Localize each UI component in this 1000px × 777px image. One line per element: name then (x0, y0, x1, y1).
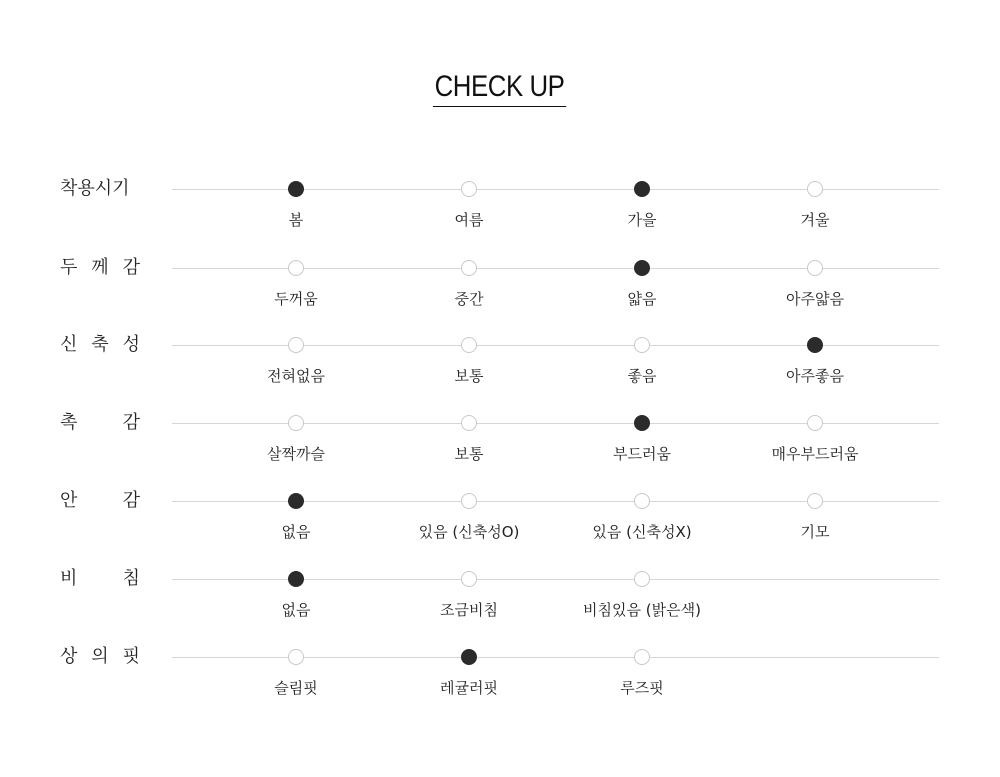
option-label: 부드러움 (613, 445, 671, 463)
option-dot (461, 181, 477, 197)
row-label-char: 감 (122, 490, 140, 511)
row-label (60, 411, 140, 435)
option-dot (807, 181, 823, 197)
option-dot (634, 337, 650, 353)
option-dot (461, 260, 477, 276)
row-label-text: 착용시기 (60, 178, 130, 199)
row-texture (0, 412, 1000, 483)
row-lining (0, 490, 1000, 561)
row-label (60, 489, 140, 513)
option-dot-selected (288, 493, 304, 509)
row-label-char: 의 (91, 646, 109, 667)
option-dot-selected (461, 649, 477, 665)
option-label: 두꺼움 (274, 290, 318, 308)
option-label: 레귤러핏 (440, 679, 498, 697)
option-label: 가을 (627, 211, 657, 229)
option-label: 매우부드러움 (771, 445, 859, 463)
option-dot (634, 571, 650, 587)
row-top-fit (0, 646, 1000, 717)
option-dot (461, 571, 477, 587)
row-label-char: 안 (60, 490, 78, 511)
option-dot-selected (288, 181, 304, 197)
option-label: 보통 (454, 445, 484, 463)
row-label-char: 감 (122, 257, 140, 278)
row-wearing-season (0, 178, 1000, 249)
option-label: 루즈핏 (620, 679, 664, 697)
row-label-char: 상 (60, 646, 78, 667)
row-label-char: 비 (60, 568, 78, 589)
option-dot (461, 337, 477, 353)
row-label-char: 두 (60, 257, 78, 278)
row-label (60, 333, 140, 357)
row-see-through (0, 568, 1000, 639)
option-dot-selected (288, 571, 304, 587)
option-label: 봄 (288, 211, 304, 229)
option-dot-selected (634, 415, 650, 431)
option-dot (634, 493, 650, 509)
option-dot (807, 493, 823, 509)
option-label: 비침있음 (밝은색) (583, 601, 701, 619)
option-label: 겨울 (800, 211, 830, 229)
option-label: 좋음 (627, 367, 657, 385)
row-label-char: 침 (122, 568, 140, 589)
row-label-char: 감 (122, 412, 140, 433)
page-title: CHECK UP (433, 70, 566, 107)
option-dot (288, 649, 304, 665)
option-label: 슬림핏 (274, 679, 318, 697)
row-label-char: 성 (122, 334, 140, 355)
option-label: 있음 (신축성O) (418, 523, 520, 541)
option-label: 없음 (281, 523, 311, 541)
row-label (60, 177, 140, 201)
option-label: 보통 (454, 367, 484, 385)
option-dot-selected (634, 260, 650, 276)
option-label: 전혀없음 (267, 367, 325, 385)
option-label: 살짝까슬 (267, 445, 325, 463)
title-wrap (0, 70, 1000, 107)
row-label (60, 645, 140, 669)
option-dot (288, 260, 304, 276)
row-label-char: 신 (60, 334, 78, 355)
row-label-char: 핏 (122, 646, 140, 667)
option-label: 얇음 (627, 290, 657, 308)
option-dot-selected (807, 337, 823, 353)
option-label: 아주좋음 (786, 367, 844, 385)
row-label-char: 축 (91, 334, 109, 355)
option-dot (461, 415, 477, 431)
row-elasticity (0, 334, 1000, 405)
row-label-char: 께 (91, 257, 109, 278)
option-dot (807, 260, 823, 276)
option-dot (288, 415, 304, 431)
option-label: 기모 (800, 523, 830, 541)
option-dot (634, 649, 650, 665)
option-dot (807, 415, 823, 431)
option-label: 중간 (454, 290, 484, 308)
option-dot (288, 337, 304, 353)
option-label: 없음 (281, 601, 311, 619)
option-dot (461, 493, 477, 509)
option-dot-selected (634, 181, 650, 197)
option-label: 있음 (신축성X) (592, 523, 692, 541)
row-label (60, 567, 140, 591)
option-label: 여름 (454, 211, 484, 229)
option-label: 아주얇음 (786, 290, 844, 308)
option-label: 조금비침 (440, 601, 498, 619)
row-label (60, 256, 140, 280)
row-thickness (0, 257, 1000, 328)
row-label-char: 촉 (60, 412, 78, 433)
